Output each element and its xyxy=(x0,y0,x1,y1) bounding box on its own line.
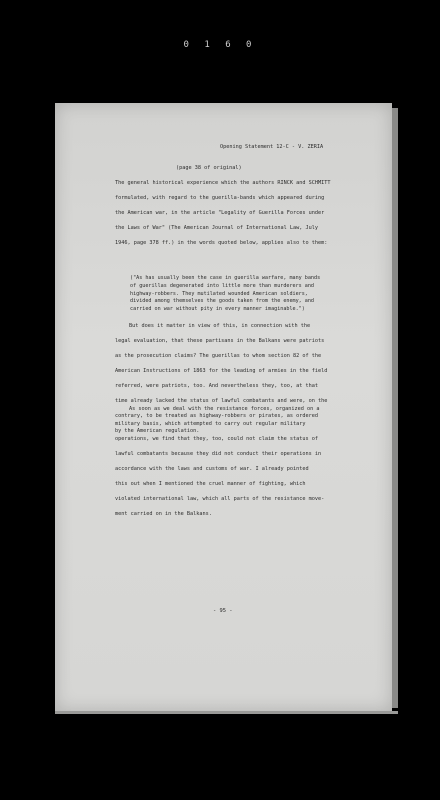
quote-line: highway-robbers. They mutilated wounded American soldiers, xyxy=(130,290,308,297)
text-line: the American war, in the article "Legality of Guerilla Forces under xyxy=(115,210,325,216)
text-line: The general historical experience which the authors RINCK and SCHMITT xyxy=(115,180,331,186)
text-line: legal evaluation, that these partisans in the Balkans were patriots xyxy=(115,338,325,344)
text-line: military basis, which attempted to carry out regular military xyxy=(115,421,306,427)
page-number: - 95 - xyxy=(213,608,233,614)
block-quote xyxy=(130,275,355,314)
text-line: ment carried on in the Balkans. xyxy=(115,511,212,517)
text-line: the Laws of War" (The American Journal of International Law, July xyxy=(115,225,319,231)
text-line: But does it matter in view of this, in connection with the xyxy=(129,323,311,329)
quote-line: ("As has usually been the case in guerilla warfare, many bands xyxy=(130,275,321,281)
text-line: contrary, to be treated as highway-robbers or pirates, as ordered xyxy=(115,413,319,419)
quote-line: carried on war without pity in every manner imaginable.") xyxy=(130,306,305,313)
page-reference: (page 38 of original) xyxy=(176,165,242,171)
text-line: referred, were patriots, too. And nevertheless they, too, at that xyxy=(115,383,319,389)
text-line: American Instructions of 1863 for the leading of armies in the field xyxy=(115,368,328,374)
text-line: violated international law, which all parts of the resistance move- xyxy=(115,496,325,502)
quote-line: of guerillas degenerated into little more than murderers and xyxy=(130,282,315,289)
text-line: this out when I mentioned the cruel manner of fighting, which xyxy=(115,481,306,487)
microfilm-frame-number: 0 1 6 0 xyxy=(183,40,257,50)
text-line: time already lacked the status of lawful combatants and were, on the xyxy=(115,398,328,404)
text-line: formulated, with regard to the guerilla-bands which appeared during xyxy=(115,195,325,201)
page-edge-shadow xyxy=(55,711,398,714)
paragraph-1 xyxy=(115,176,355,251)
text-line: accordance with the laws and customs of war. I already pointed xyxy=(115,466,309,472)
paragraph-3 xyxy=(115,402,355,522)
text-line: 1946, page 378 ff.) in the words quoted below, applies also to them: xyxy=(115,240,328,246)
document-header: Opening Statement 12-C - V. ZERIA xyxy=(220,144,324,150)
text-line: by the American regulation. xyxy=(115,428,200,434)
text-line: as the prosecution claims? The guerillas to whom section 82 of the xyxy=(115,353,322,359)
text-line: As soon as we deal with the resistance forces, organized on a xyxy=(129,406,320,412)
text-line: lawful combatants because they did not conduct their operations in xyxy=(115,451,322,457)
text-line: operations, we find that they, too, could not claim the status of xyxy=(115,436,319,442)
quote-line: divided among themselves the goods taken from the enemy, and xyxy=(130,298,315,305)
